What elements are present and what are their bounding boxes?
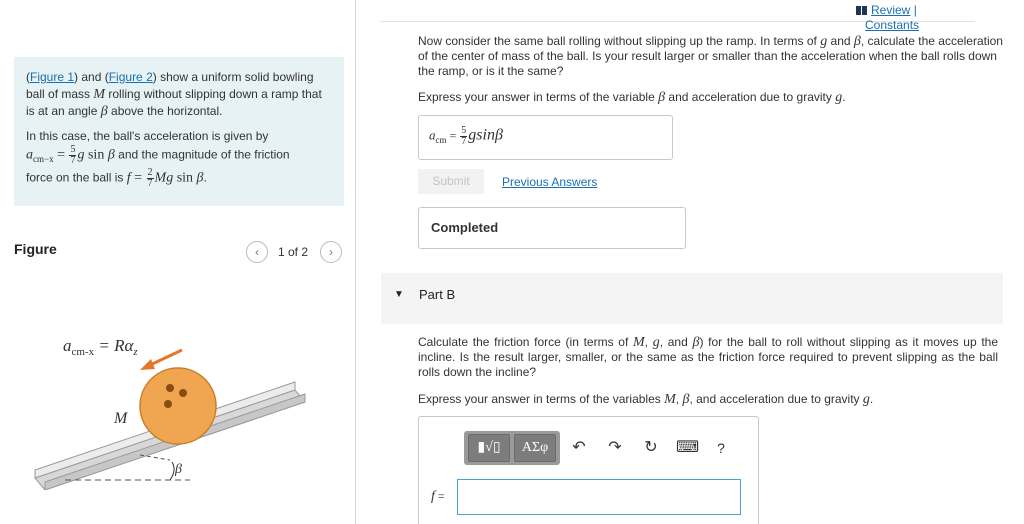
- review-label[interactable]: Review: [871, 3, 911, 17]
- intro-text: above the horizontal.: [107, 104, 223, 118]
- acceleration-arrow: [148, 350, 182, 366]
- frac-num: 5: [461, 125, 467, 136]
- equals: =: [434, 489, 445, 503]
- answer-fraction: [460, 126, 467, 147]
- paren: ) and (: [74, 70, 109, 84]
- sin: sin: [173, 170, 197, 186]
- var-acm: a: [26, 147, 33, 163]
- question-text: Calculate the friction force (in terms of: [418, 335, 633, 349]
- left-panel: [0, 0, 356, 524]
- intro-text: rolling without slipping down a ramp that is at an angle: [26, 87, 322, 118]
- intro-text: ) show a uniform solid bowling ball of mass: [26, 70, 314, 101]
- finger-hole: [179, 389, 187, 397]
- label-beta: β: [175, 462, 182, 477]
- toolbar-group: [464, 431, 560, 465]
- f-answer-input[interactable]: [457, 479, 741, 515]
- paren: (: [26, 70, 30, 84]
- var-M: M: [664, 392, 676, 407]
- partB-title: Part B: [419, 287, 456, 302]
- angle-arc: [170, 462, 174, 480]
- var-beta: β: [682, 392, 690, 407]
- frac-den: 7: [70, 155, 76, 166]
- fraction-5-7: [69, 145, 76, 166]
- instruction-text: Express your answer in terms of the variable: [418, 90, 659, 104]
- arrow-head: [140, 359, 155, 370]
- question-text: ) for the ball to roll without slipping as it moves up the incline. Is the result larger, smaller, or the same as the friction force required to prevent slipping as the ball rolls down the incline?: [418, 335, 998, 379]
- f-label: [431, 489, 445, 505]
- var-g: g: [77, 147, 85, 163]
- var-g: g: [862, 392, 870, 407]
- label-M: M: [114, 410, 128, 427]
- partA-instruction: [418, 90, 846, 106]
- frac-den: 7: [461, 136, 467, 147]
- var-f: f: [431, 489, 435, 504]
- submit-button[interactable]: Submit: [418, 169, 484, 194]
- equals: =: [446, 128, 460, 143]
- var-M: M: [632, 335, 645, 350]
- intro-text: and the magnitude of the friction: [114, 147, 290, 162]
- answer-expression: gsinβ: [468, 126, 503, 144]
- caret-down-icon[interactable]: ▼: [394, 289, 404, 300]
- answer-acm: a: [429, 127, 436, 143]
- redo-icon[interactable]: ↷: [608, 439, 622, 456]
- symbols-button[interactable]: ΑΣφ: [514, 434, 556, 462]
- var-f: f: [126, 170, 131, 186]
- intro-text: In this case, the ball's acceleration is given by: [26, 129, 269, 143]
- keyboard-icon[interactable]: ⌨: [676, 439, 700, 456]
- review-icon: [856, 6, 867, 15]
- figure-count: 1 of 2: [278, 245, 309, 259]
- figure-2-link[interactable]: Figure 2: [108, 70, 153, 84]
- sin: sin: [84, 147, 108, 163]
- answer-sub: cm: [435, 135, 447, 146]
- completed-status: Completed: [418, 207, 686, 249]
- next-figure-button[interactable]: [320, 241, 342, 263]
- var-g: g: [820, 34, 828, 49]
- var-acm-sub: cm−x: [33, 154, 54, 165]
- chevron-right-icon: ›: [329, 245, 333, 259]
- label-acm: $a_{cm-x} = R\alpha_z$: [63, 336, 138, 358]
- finger-hole: [164, 400, 172, 408]
- equals: =: [53, 147, 69, 163]
- review-link[interactable]: [856, 3, 917, 17]
- prev-figure-button[interactable]: [246, 241, 268, 263]
- var-M: M: [93, 87, 106, 102]
- var-Mg: Mg: [154, 170, 174, 186]
- finger-hole: [166, 384, 174, 392]
- var-beta: β: [658, 90, 666, 105]
- period: .: [203, 170, 207, 185]
- undo-icon[interactable]: ↶: [572, 439, 586, 456]
- question-text: Now consider the same ball rolling without slipping up the ramp. In terms of: [418, 34, 821, 48]
- var-beta: β: [100, 104, 108, 119]
- partB-instruction: [418, 392, 873, 408]
- question-text: and: [827, 34, 854, 48]
- var-beta: β: [107, 147, 115, 163]
- figure-1-link[interactable]: Figure 1: [30, 70, 75, 84]
- chevron-left-icon: ‹: [255, 245, 259, 259]
- templates-button[interactable]: ▮√▯: [468, 434, 510, 462]
- previous-answers-link[interactable]: Previous Answers: [502, 175, 598, 189]
- intro-paragraph-1: [26, 69, 332, 120]
- bowling-ball-figure: [20, 320, 320, 490]
- help-icon[interactable]: ?: [717, 440, 725, 456]
- comma: , and: [659, 335, 693, 349]
- instruction-text: , and acceleration due to gravity: [689, 392, 863, 406]
- constants-link[interactable]: Constants: [865, 18, 920, 32]
- var-beta: β: [196, 170, 204, 186]
- partB-header[interactable]: [381, 273, 1003, 324]
- var-beta: β: [692, 335, 700, 350]
- partA-answer-box: [418, 115, 673, 160]
- var-beta: β: [853, 34, 861, 49]
- bowling-ball: [140, 368, 216, 444]
- intro-paragraph-2: In this case, the ball's acceleration is given by $a_{cm-x}$ = $\frac{5}{7}$ g sin β and the magnitude of the friction force on the ball is f = $\frac{2}{7}$ Mg sin β.: [26, 129, 290, 190]
- instruction-text: and acceleration due to gravity: [665, 90, 836, 104]
- comma: ,: [675, 392, 683, 406]
- var-g: g: [835, 90, 843, 105]
- period: .: [869, 392, 874, 406]
- figure-title: Figure: [14, 241, 57, 257]
- question-text: , calculate the acceleration of the center of mass of the ball. Is your result larger or smaller than the acceleration when the ball rolls down the ramp, or is it the same?: [418, 34, 1003, 78]
- intro-text: force on the ball is: [26, 170, 127, 185]
- frac-num: 2: [147, 167, 153, 179]
- var-g: g: [652, 335, 660, 350]
- period: .: [842, 90, 846, 104]
- figure-header: [14, 236, 344, 266]
- partB-question: [418, 335, 998, 380]
- intro-box: [14, 57, 344, 206]
- frac-den: 7: [147, 178, 153, 190]
- fraction-2-7: [147, 168, 154, 189]
- partA-question: [418, 34, 1008, 79]
- instruction-text: Express your answer in terms of the variables: [418, 392, 665, 406]
- frac-num: 5: [70, 144, 76, 155]
- answer-editor: [418, 416, 759, 524]
- comma: ,: [644, 335, 653, 349]
- reset-icon[interactable]: ↻: [644, 439, 658, 456]
- separator: |: [913, 3, 917, 17]
